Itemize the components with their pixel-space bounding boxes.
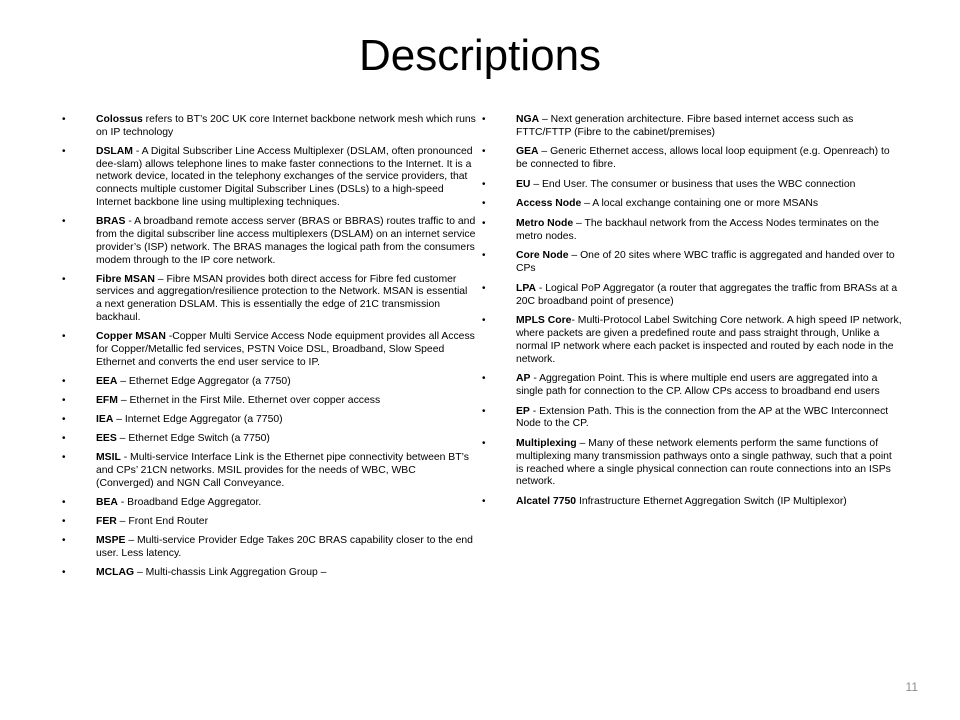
definition-item xyxy=(482,283,902,309)
definition-item xyxy=(62,535,476,561)
definition-text: - Multi-Protocol Label Switching Core network. A high speed IP network, where packets are given a predefined route and pass straight through, Unlike a normal IP network where each packet is inspected and routed by each node in the network. xyxy=(516,315,902,365)
definition-item xyxy=(62,114,476,140)
definition-term: Alcatel 7750 xyxy=(516,495,577,507)
definition-term: Multiplexing xyxy=(516,437,577,449)
definition-item xyxy=(482,198,902,211)
definition-term: EFM xyxy=(96,394,118,406)
definition-term: BRAS xyxy=(96,216,126,228)
definition-item xyxy=(482,406,902,432)
definition-text: -Copper Multi Service Access Node equipment provides all Access for Copper/Metallic fed services, PSTN Voice DSL, Broadband, Slow Speed Ethernet and converts the end user service to IP. xyxy=(96,331,475,368)
definition-item xyxy=(62,376,476,389)
definition-term: MSIL xyxy=(96,452,121,464)
definition-text: refers to BT’s 20C UK core Internet backbone network mesh which runs on IP technology xyxy=(96,114,476,138)
definition-term: FER xyxy=(96,515,117,527)
definition-term: Access Node xyxy=(516,198,582,210)
definition-item xyxy=(62,395,476,408)
definition-text: Infrastructure Ethernet Aggregation Switch (IP Multiplexor) xyxy=(576,495,847,507)
definition-text: – Front End Router xyxy=(116,515,209,527)
definition-text: – Fibre MSAN provides both direct access for Fibre fed customer services and aggregation/resilience protection to the Network. MSAN is essential a next generation DSLAM. This is essentially the edge of 21C transmission backhaul. xyxy=(96,273,468,324)
slide-title: Descriptions xyxy=(358,31,602,80)
definition-item xyxy=(62,274,476,325)
definition-term: MPLS Core xyxy=(516,315,572,327)
definition-text: - Multi-service Interface Link is the Ethernet pipe connectivity between BT’s and CPs’ 21CN networks. MSIL provides for the needs of WBC, WBC (Converged) and NGN Call Conveyance. xyxy=(96,452,469,489)
definition-item xyxy=(482,146,902,172)
definition-text: – A local exchange containing one or more MSANs xyxy=(581,198,819,210)
definition-item xyxy=(482,114,902,140)
definition-text: – Many of these network elements perform the same functions of multiplexing many transmission pathways onto a single pathway, such that a point is reached where a single physical connection can route connections into an ISPs network. xyxy=(516,437,892,488)
definition-item xyxy=(62,497,476,510)
definition-term: IEA xyxy=(96,414,114,426)
definition-term: EU xyxy=(516,178,531,190)
definition-term: EP xyxy=(516,405,530,417)
definition-item xyxy=(482,179,902,192)
definition-text: - Broadband Edge Aggregator. xyxy=(117,496,262,508)
left-definitions-list xyxy=(62,114,476,586)
definition-item xyxy=(482,438,902,489)
definition-item xyxy=(482,218,902,244)
definition-text: – Generic Ethernet access, allows local loop equipment (e.g. Openreach) to be connected to fibre. xyxy=(516,146,890,171)
definition-term: Fibre MSAN xyxy=(96,273,155,285)
definition-term: BEA xyxy=(96,496,118,508)
definition-text: – Multi-service Provider Edge Takes 20C BRAS capability closer to the end user. Less latency. xyxy=(96,535,473,559)
definition-text: – The backhaul network from the Access Nodes terminates on the metro nodes. xyxy=(516,217,880,242)
definition-item xyxy=(62,331,476,369)
definition-text: – Ethernet in the First Mile. Ethernet over copper access xyxy=(117,394,381,406)
right-definitions-list xyxy=(482,114,902,515)
definition-text: – End User. The consumer or business that uses the WBC connection xyxy=(530,178,856,190)
definition-text: – Multi-chassis Link Aggregation Group – xyxy=(134,566,327,578)
definition-text: - Aggregation Point. This is where multiple end users are aggregated into a single path for connection to the CP. Allow CPs access to broadband end users xyxy=(516,373,880,397)
page-number: 11 xyxy=(905,680,918,694)
definition-item xyxy=(62,433,476,446)
definition-text: – Next generation architecture. Fibre based internet access such as FTTC/FTTP (Fibre to the cabinet/premises) xyxy=(516,114,854,138)
definition-term: Metro Node xyxy=(516,217,574,229)
definition-term: DSLAM xyxy=(96,145,133,157)
definition-item xyxy=(62,516,476,529)
definition-item xyxy=(62,414,476,427)
definition-term: AP xyxy=(516,373,531,385)
definition-term: Core Node xyxy=(516,250,569,262)
definition-term: MSPE xyxy=(96,535,126,547)
definition-text: - A Digital Subscriber Line Access Multiplexer (DSLAM, often pronounced dee-slam) allows telephone lines to make faster connections to the Internet. It is a network device, located in the telephony exchanges of the service providers, that connects multiple customer Digital Subscriber Lines (DSLs) to a high-speed Internet backbone line using multiplexing techniques. xyxy=(96,145,473,209)
definition-term: EEA xyxy=(96,375,118,387)
definition-text: – One of 20 sites where WBC traffic is aggregated and handed over to CPs xyxy=(516,250,895,275)
definition-term: Copper MSAN xyxy=(96,331,166,343)
definition-text: - A broadband remote access server (BRAS or BBRAS) routes traffic to and from the digital subscriber line access multiplexers (DSLAM) on an internet service provider’s (ISP) network. The BRAS manages the logical path from the consumers modem through to the IP core network. xyxy=(96,216,476,266)
definition-item xyxy=(62,452,476,490)
definition-item xyxy=(62,146,476,210)
definition-text: – Ethernet Edge Switch (a 7750) xyxy=(116,433,270,445)
definition-term: NGA xyxy=(516,114,540,125)
definition-text: - Extension Path. This is the connection from the AP at the WBC Interconnect Node to the CP. xyxy=(516,405,889,430)
definition-term: LPA xyxy=(516,282,537,294)
definition-term: Colossus xyxy=(96,114,143,125)
definition-item xyxy=(482,496,902,509)
definition-item xyxy=(482,373,902,399)
definition-item xyxy=(482,250,902,276)
definition-term: MCLAG xyxy=(96,566,135,578)
definition-item xyxy=(62,216,476,267)
definition-text: - Logical PoP Aggregator (a router that aggregates the traffic from BRASs at a 20C broadband point of presence) xyxy=(516,282,898,307)
definition-term: GEA xyxy=(516,146,539,158)
definition-item xyxy=(62,567,476,580)
definition-text: – Internet Edge Aggregator (a 7750) xyxy=(113,414,283,426)
definition-text: – Ethernet Edge Aggregator (a 7750) xyxy=(117,375,291,387)
definition-term: EES xyxy=(96,433,117,445)
definition-item xyxy=(482,315,902,366)
